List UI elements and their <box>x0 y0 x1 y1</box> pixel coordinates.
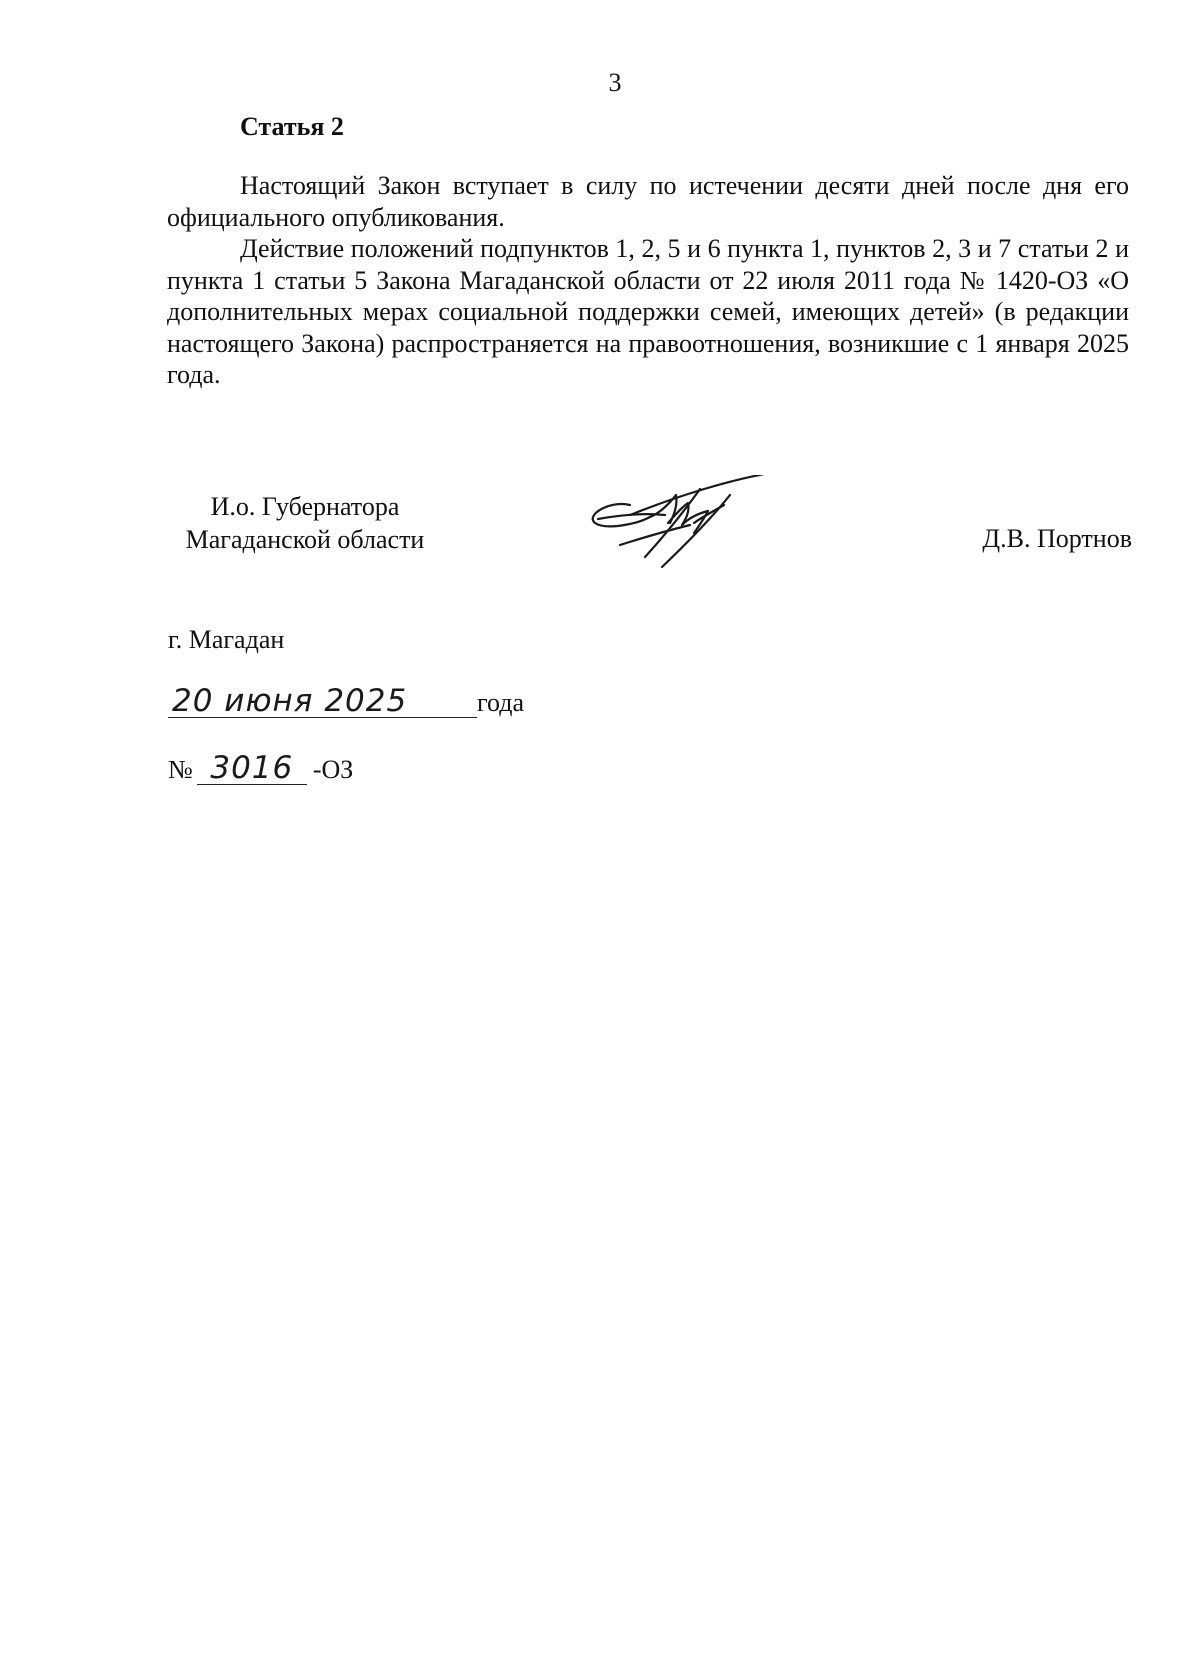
date-suffix: года <box>477 688 525 717</box>
signatory-name: Д.В. Портнов <box>982 524 1132 553</box>
signing-date <box>168 685 524 718</box>
number-sign: № <box>168 755 193 784</box>
signatory-position-line1: И.о. Губернатора <box>210 492 400 521</box>
article-title: Статья 2 <box>240 112 344 141</box>
page-number: 3 <box>608 68 622 97</box>
handwritten-date: 20 июня 2025 <box>168 685 477 718</box>
handwritten-signature <box>590 475 790 570</box>
signatory-position-line2: Магаданской области <box>185 525 425 554</box>
paragraph-retroactive-effect: Действие положений подпунктов 1, 2, 5 и 6 пункта 1, пунктов 2, 3 и 7 статьи 2 и пункта 1 статьи 5 Закона Магаданской области от 22 июля 2011 года № 1420-ОЗ «О дополнительных мерах социальной поддержки семей, имеющих детей» (в редакции настоящего Закона) распространяется на правоотношения, возникшие с 1 января 2025 года. <box>167 234 1129 389</box>
law-number <box>168 752 353 785</box>
signatory-position <box>170 490 440 556</box>
place-of-signing: г. Магадан <box>168 625 285 654</box>
paragraph-entry-into-force: Настоящий Закон вступает в силу по истечении десяти дней после дня его официального опубликования. <box>167 171 1129 232</box>
handwritten-law-number: 3016 <box>197 752 307 785</box>
law-number-suffix: -ОЗ <box>312 755 354 784</box>
article-body <box>167 170 1129 391</box>
